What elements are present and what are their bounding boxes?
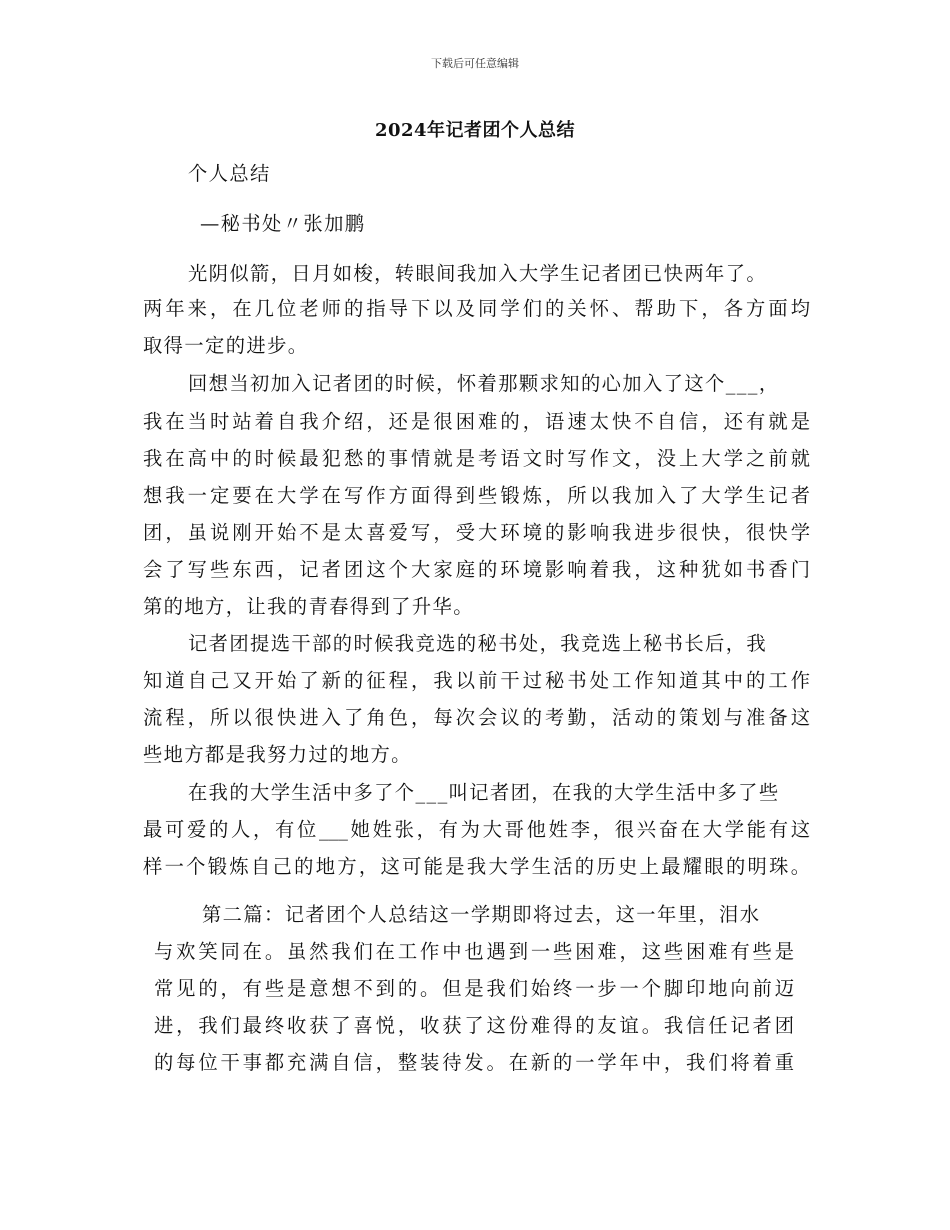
paragraph-line: 会了写些东西，记者团这个大家庭的环境影响着我，这种犹如书香门 [143, 558, 810, 581]
paragraph-line: 与欢笑同在。虽然我们在工作中也遇到一些困难，这些困难有些是 [154, 940, 794, 963]
paragraph-line: 最可爱的人，有位___她姓张，有为大哥他姓李，很兴奋在大学能有这 [143, 818, 810, 841]
document-title: 2024年记者团个人总结 [374, 120, 576, 141]
paragraph-line: 流程，所以很快进入了角色，每次会议的考勤，活动的策划与准备这 [143, 706, 810, 729]
section-heading: 个人总结 [188, 162, 271, 185]
paragraph-line: 团，虽说刚开始不是太喜爱写，受大环境的影响我进步很快，很快学 [143, 521, 810, 544]
paragraph-line: 我在当时站着自我介绍，还是很困难的，语速太快不自信，还有就是 [143, 410, 810, 433]
paragraph-line: 第的地方，让我的青春得到了升华。 [143, 595, 474, 618]
author-byline: —秘书处〃张加鹏 [200, 212, 366, 235]
paragraph-line: 知道自己又开始了新的征程，我以前干过秘书处工作知道其中的工作 [143, 669, 810, 692]
paragraph-line: 我在高中的时候最犯愁的事情就是考语文时写作文，没上大学之前就 [143, 447, 810, 470]
paragraph-line: 记者团提选干部的时候我竞选的秘书处，我竞选上秘书长后，我 [188, 632, 768, 655]
paragraph-line: 取得一定的进步。 [143, 334, 309, 357]
paragraph-line: 回想当初加入记者团的时候，怀着那颗求知的心加入了这个___， [188, 372, 780, 395]
paragraph-line: 光阴似箭，日月如梭，转眼间我加入大学生记者团已快两年了。 [188, 262, 768, 285]
paragraph-line: 进，我们最终收获了喜悦，收获了这份难得的友谊。我信任记者团 [154, 1014, 794, 1037]
paragraph-line: 样一个锻炼自己的地方，这可能是我大学生活的历史上最耀眼的明珠。 [143, 855, 810, 878]
paragraph-line: 常见的，有些是意想不到的。但是我们始终一步一个脚印地向前迈 [154, 977, 794, 1000]
paragraph-line: 的每位干事都充满自信，整装待发。在新的一学年中，我们将着重 [154, 1051, 794, 1074]
paragraph-line: 两年来，在几位老师的指导下以及同学们的关怀、帮助下，各方面均 [143, 297, 810, 320]
paragraph-line: 在我的大学生活中多了个___叫记者团，在我的大学生活中多了些 [188, 781, 780, 804]
paragraph-line: 些地方都是我努力过的地方。 [143, 743, 412, 766]
paragraph-line: 第二篇：记者团个人总结这一学期即将过去，这一年里，泪水 [202, 903, 761, 926]
header-note: 下载后可任意编辑 [431, 57, 519, 70]
paragraph-line: 想我一定要在大学在写作方面得到些锻炼，所以我加入了大学生记者 [143, 484, 810, 507]
